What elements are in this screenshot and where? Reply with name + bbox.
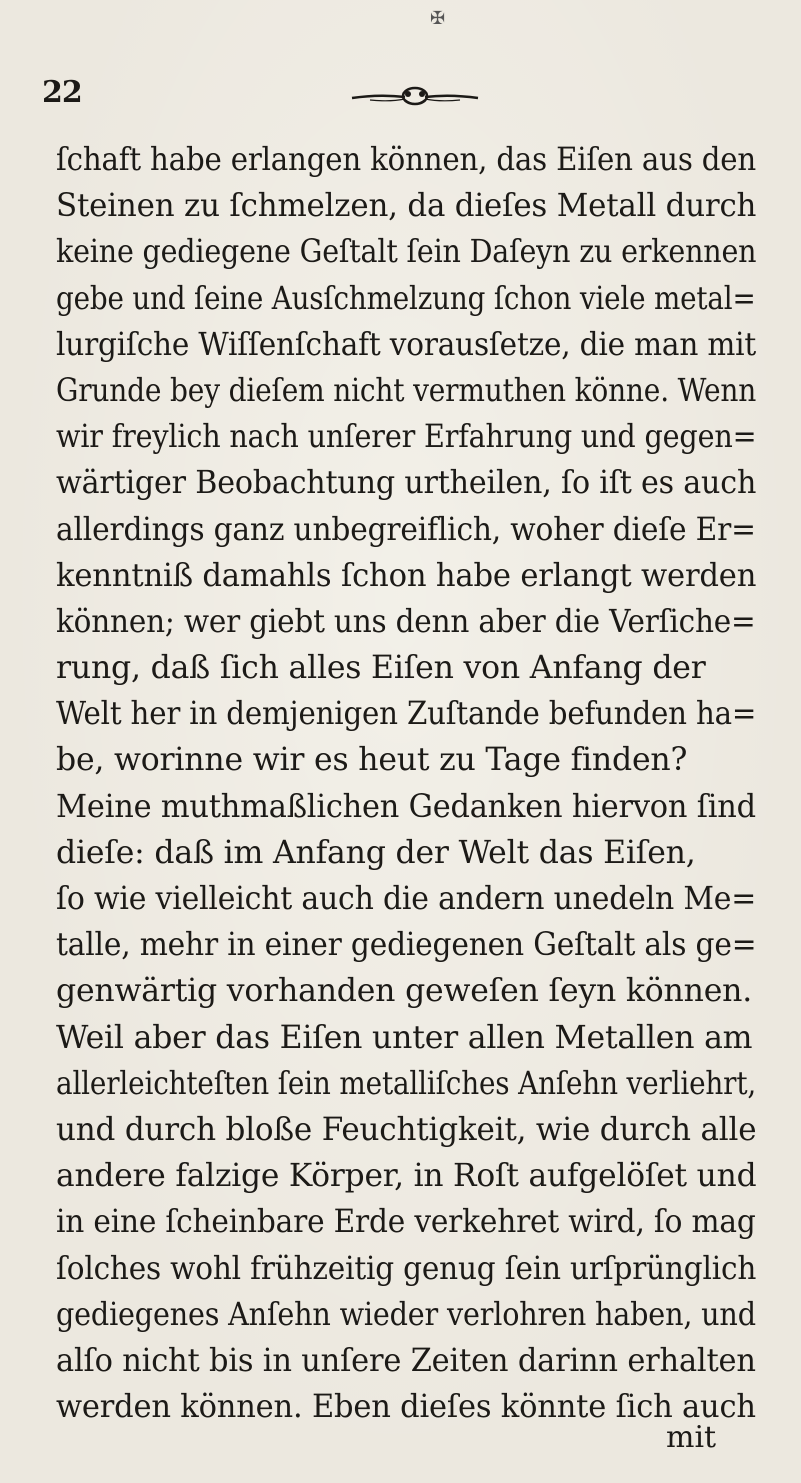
text-line: ſchaft habe erlangen können, das Eiſen aus den <box>56 142 757 178</box>
page-header <box>0 0 801 120</box>
text-line: be, worinne wir es heut zu Tage finden? <box>56 742 688 779</box>
text-line: ſolches wohl frühzeitig genug ſein urſprünglich <box>56 1250 757 1287</box>
top-mark: ✠ <box>430 8 446 29</box>
text-line: gebe und ſeine Ausſchmelzung ſchon viele metal= <box>56 280 756 317</box>
text-line: allerdings ganz unbegreiflich, woher dieſe Er= <box>56 511 756 548</box>
text-line: Weil aber das Eiſen unter allen Metallen am <box>56 1019 753 1056</box>
text-line: alſo nicht bis in unſere Zeiten darinn erhalten <box>56 1342 756 1379</box>
text-line: Meine muthmaßlichen Gedanken hiervon ſind <box>56 788 756 825</box>
text-line: gediegenes Anſehn wieder verlohren haben, und <box>56 1296 756 1333</box>
text-line: Welt her in demjenigen Zuſtande befunden ha= <box>56 696 757 733</box>
text-line: dieſe: daß im Anfang der Welt das Eiſen, <box>56 834 696 871</box>
text-line: Steinen zu ſchmelzen, da dieſes Metall durch <box>56 188 757 225</box>
text-line: allerleichteſten ſein metalliſches Anſehn verliehrt, <box>56 1065 757 1102</box>
text-line: lurgiſche Wiſſenſchaft vorausſetze, die man mit <box>56 326 757 363</box>
text-line: und durch bloße Feuchtigkeit, wie durch alle <box>56 1111 757 1148</box>
text-line: rung, daß ſich alles Eiſen von Anfang der <box>56 650 706 687</box>
text-line: genwärtig vorhanden geweſen ſeyn können. <box>56 973 753 1010</box>
text-line: können; wer giebt uns denn aber die Verſiche= <box>56 603 756 640</box>
text-line: Grunde bey dieſem nicht vermuthen könne. Wenn <box>56 372 757 409</box>
catchword: mit <box>666 1420 717 1455</box>
page-number: 22 <box>42 75 82 110</box>
body-text <box>56 137 756 1430</box>
text-line: kenntniß damahls ſchon habe erlangt werden <box>56 557 757 594</box>
text-line: wir freylich nach unſerer Erfahrung und gegen= <box>56 419 757 456</box>
text-line: ſo wie vielleicht auch die andern unedeln Me= <box>56 881 757 917</box>
rule-ornament-icon <box>350 84 480 110</box>
text-line: werden können. Eben dieſes könnte ſich auch <box>56 1389 756 1426</box>
text-line: keine gediegene Geſtalt ſein Daſeyn zu erkennen <box>56 234 757 271</box>
text-line: in eine ſcheinbare Erde verkehret wird, ſo mag <box>56 1204 756 1241</box>
text-line: talle, mehr in einer gediegenen Geſtalt als ge= <box>56 927 757 964</box>
text-line: andere falzige Körper, in Roſt aufgelöſet und <box>56 1158 757 1195</box>
text-line: wärtiger Beobachtung urtheilen, ſo iſt es auch <box>56 465 757 502</box>
